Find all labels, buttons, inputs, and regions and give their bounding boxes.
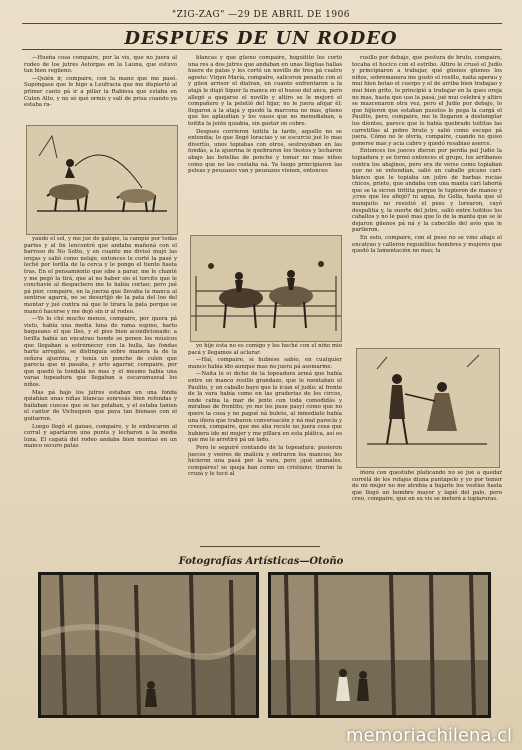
paragraph: —Quién ir, compaire, con la mano que me pasó. Supóngase que le higo a Leufracia que me dispiertó al primer canto pá ir a pillar la Rabiosa que estaba en Culen Alto, y no sé qué ormis y salí de prisa cuando ya estaba ra- — [24, 75, 177, 109]
illustration-rider-lasso — [26, 125, 178, 235]
article-column-1b — [24, 236, 177, 536]
paragraph: blancas y que güeno compaire, hoguitito les cortó una res a dos jutres que andaban en unas llegüas hallas huere de patas y les cortó un novillo de tres pá cuatro agosto: Virjen María, compaire, saliceron penaito con el y güen arrisor el diatran, en cuanto enfrentaron a la atajá le diajó liquer la manca en el hueso del anca, pero allegó a quejarse el novillo y altiro se le mejoró el compañero y la peletió del hijar, no le juera afojar él; llegaron a la atajá y quedó la marcona no mas, güeno que los aplaudían y los vasos que no menudiaban, a toitita la jente quiabia, sin gastar on cobre. — [188, 55, 342, 127]
crowd-drawing — [357, 349, 499, 467]
photo-autumn-forest-left — [38, 572, 259, 718]
illustration-crowd — [356, 348, 500, 468]
paragraph: —Haí, compaire, si hubiese sabío, en cualquier manco había ido aunque mas no juera pá asomarme. — [188, 357, 342, 370]
paragraph: Despues corrieron toitita la tarde, aquello no se entendía; lo que llegó loraciao y se escurció jué lo mas divertío, unos topiabas con otros, sestreyaban en las fondás, a la ajuerina le quebraron los tiestos y lecharon abajo las botellas de ponche y tomar no mas niños como que no les costaba ná. Ya luego principiaron las peleas y peuzazos van y peuzazos vienen, entonces — [188, 128, 342, 175]
paragraph: En esto, compaire, con el peso no se vino abajo el encatrao y calleron reguielitos hombres y mujeres que quedó la lamentación no mas; la — [352, 235, 502, 255]
article-column-3b — [352, 470, 502, 540]
watermark: memoriachilena.cl — [345, 725, 512, 746]
paragraph: —Yo lo ché mucho menos, compaire, por quera pá visto, había una media luna de rama espino, harto baqueano el que lleo, y el piso bien acondicionado; a lorilla había un encatrao honde se ponen los músicos que llegaban a estremecer con la bulla, las fondas harto arreglás, se distinguía sobre manera la de la señora ajuerina, y tenía un ponche de culen que parecía que ni pasaba, y arto agarrar, compaire, por que quedó la tondalá no mas y el mesmo había una varaa topeadura que llegaban a escaramuzeal los niños. — [24, 316, 177, 389]
forest-photo-left — [41, 575, 256, 715]
header-divider — [22, 23, 502, 24]
illustration-corral — [190, 235, 342, 342]
photo-autumn-forest-right — [268, 572, 491, 718]
rider-lasso-drawing — [27, 126, 177, 234]
paragraph: iñora con questube platicando no se jué a quedar correlá de los refajos diuna puntapelo y yo por temor de mi mujer no me atrebia a bajarle los vestios hasta que llegó un hombre mayor y lapió del palo, pero creo, compaire, que en su vis se meterá a topiaruras. — [352, 470, 502, 503]
corral-drawing — [191, 236, 341, 341]
paragraph: —Hueña cosa compaire, por la vis, que no juera al rodeo de los jutres Astorgas en la Launa, que estuvo tan bien regüeno. — [24, 55, 177, 75]
paragraph: yando el sol, y me jué de galope, la campié por todas partes y al fin lencontré que andaba mañoná con el barroso de No Sotto, y en cuanto me divisó mujó las orejas y salió como nelaje, entonces le corté la pasé y leché por lorilla de la cerca y le pongo el tiento hasta tras. En el pensamiento que sibe a parar, me le chanté y me pegó la tirá, que al no haber sio el torcito que le conchavié al despachero me lo había cortao; pero jué pá pior, compaire, en la juerza que llevaba la manca al sentirse agarrá, no se desurtijó de la pata del loo del montar y jué contra ná que le tirara la pata porque se mancó hacerse y me dejó sin ir al rodeo. — [24, 236, 177, 315]
issue-header: "ZIG-ZAG" —29 DE ABRIL DE 1906 — [171, 10, 351, 20]
gallery-title: Fotografías Artísticas—Otoño — [178, 556, 344, 567]
article-column-3a — [352, 55, 502, 345]
paragraph: —Naita le ei dicho de la topeadura armá que había entre un manco rosillo grandazo, que le montaban el Paulito, y un caballo bayo que le ician el judío; al frente de la vara había como en las graderias de los circos, onde cabia la mar de jente con toda comodidás y mirabao de frontito; yo me les puse pasyí como que no quere la cosa y no pagué ná buleto, al inmediato había una iñora que trabaron conversación y ná mal parecía y creerá, compaire, que me aba recele no juera cosa que hubiera ido mi mujer y me pillara en esta plática, así es que me le arretiré pá un lado. — [188, 371, 342, 444]
paragraph: Mas pá bajo los jutres estaban en una fonda quiahían unas niñas blancas sonrosás bien refondas y bailaban cuecas que se las pelaban, y el estaba tanien el cantor de Vichuquen que paya tan bienaso con el guitarron. — [24, 389, 177, 423]
paragraph: Pero le seguiré contando de la topeadura: pusieron juecos y veores de malicia y entraron los mancos; les hicieron una pasá por la vara, pero ¡qué animales, compaires! se queja ban como un cristiano; tiraron la cruzá y le tocó al — [188, 444, 342, 478]
title-divider — [22, 49, 502, 50]
article-column-2a — [188, 55, 342, 233]
forest-photo-right — [271, 575, 488, 715]
article-column-2b — [188, 343, 342, 541]
article-column-1a — [24, 55, 177, 123]
paragraph: Entonces los jueces dieron por perdía pal Judío la topiadura y se formó entonces el grupo, los arribanos contra los abajinos, pero era de verse como topiaban que no se entendían, salió un caballo picano cari-blanco que le topiaba un jutre de barbas rucias chicos, prieto, que andaba con una manta cari laboriá que se la sicren tiritita porque le tupieron de manoo y ¡cree que les afiojó? ni agua, ño Golla, hasta que el manquito no resistió el peso y lorearon, cayó despalitia y, la suerte del jutre, salió entre toititos los caballos y no le pasó mas que lo de la manta que se le dejaron güenos pá ná y la cabeciilo del avio que le partieron. — [352, 148, 502, 234]
paragraph: yo hije ésta no es comigo y les heché con el niño mio pacá y llegamos al aclarar. — [188, 343, 342, 356]
article-title: DESPUES DE UN RODEO — [124, 28, 398, 49]
paragraph: Luego llegó el ganao, compaire, y lo embocaron al corral y apartaron una punta y lecharon a la media luna. El capatá del rodeo andaba bien montao en un manco oscuro patas — [24, 423, 177, 450]
paragraph: rosillo por debajo, qué postura de bruto, compaire, tocaba el hocico con el estribo. Altiro le crusó el Judío y principiaron a trabajar, qué güenos güenos los niños, sobremanera me gustó el rosillo, naita aperau y mui bien botao el cuerpo y el de arriba bien trabajao y mui bien grito, lo principió a trabajar en la ques oreja no mas, hasta que uso la pasá; jué mui celebrá y altiro se mazcenaron otra vez, pero el Judío por debajo, lo que hijieron que estaban puestos le pega la cargá el Paulito, pero, compaire, me le llegaron a destemplar los dientes, parece que le había quebrado toititas las carretillas al pobre bruto y salió como escupo pá juera. Cómo no le olvria, compaire, cuando no quiso ponerse mas y acia cabro y quedó resabiao aserce. — [352, 55, 502, 147]
section-divider — [200, 546, 320, 547]
